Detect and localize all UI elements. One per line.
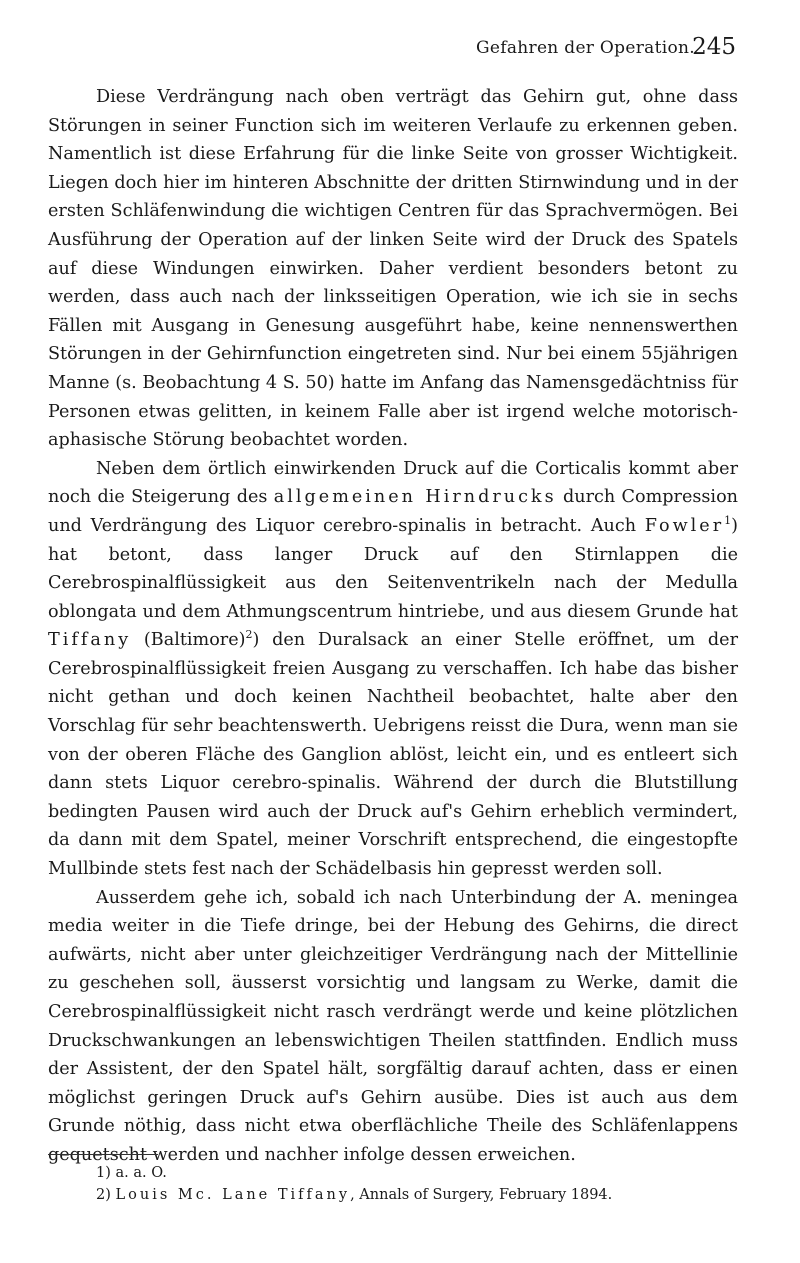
footnote-ref-2: 2 <box>245 628 253 642</box>
paragraph-1: Diese Verdrängung nach oben verträgt das Gehirn gut, ohne dass Störungen in seiner Function sich im weiteren Verlaufe zu erkennen geben. Namentlich ist diese Erfahrung für die linke Seite von grosser Wichtigkeit. Liegen doch hier im hinteren Abschnitte der dritten Stirnwindung und in der ersten Schläfenwindung die wichtigen Centren für das Sprachvermögen. Bei Ausführung der Operation auf der linken Seite wird der Druck des Spatels auf diese Windungen einwirken. Daher verdient besonders betont zu werden, dass auch nach der linksseitigen Operation, wie ich sie in sechs Fällen mit Ausgang in Genesung ausgeführt habe, keine nennenswerthen Störungen in der Gehirnfunction eingetreten sind. Nur bei einem 55jährigen Manne (s. Beobachtung 4 S. 50) hatte im Anfang das Namensgedächtniss für Personen etwas gelitten, in keinem Falle aber ist irgend welche motorisch-aphasische Störung beobachtet worden. <box>48 87 738 451</box>
footnote-1: 1) a. a. O. <box>96 1165 167 1181</box>
body-text <box>48 83 738 1170</box>
page-header <box>96 20 736 60</box>
footnote-2-number: 2) <box>96 1187 116 1203</box>
paragraph-3: Ausserdem gehe ich, sobald ich nach Unterbindung der A. meningea media weiter in die Tiefe dringe, bei der Hebung des Gehirns, die direct aufwärts, nicht aber unter gleichzeitiger Verdrängung nach der Mittellinie zu geschehen soll, äusserst vorsichtig und langsam zu Werke, damit die Cerebrospinalflüssigkeit nicht rasch verdrängt werde und keine plötzlichen Druckschwankungen an lebenswichtigen Theilen stattfinden. Endlich muss der Assistent, der den Spatel hält, sorgfältig darauf achten, dass er einen möglichst geringen Druck auf's Gehirn ausübe. Dies ist auch aus dem Grunde nöthig, dass nicht etwa oberflächliche Theile des Schläfenlappens gequetscht werden und nachher infolge dessen erweichen. <box>48 887 738 1165</box>
paragraph-2-text-j: ) den Duralsack an einer Stelle eröffnet, um der Cerebrospinalflüssigkeit freien Ausgang zu verschaffen. Ich habe das bisher nicht gethan und doch keinen Nachtheil beobachtet, halte aber den Vorschlag für sehr beachtenswerth. Uebrigens reisst die Dura, wenn man sie von der oberen Fläche des Ganglion ablöst, leicht ein, und es entleert sich dann stets Liquor cerebro-spinalis. Während der durch die Blutstillung bedingten Pausen wird auch der Druck auf's Gehirn erheblich vermindert, da dann mit dem Spatel, meiner Vorschrift entsprechend, die eingestopfte Mullbinde stets fest nach der Schädelbasis hin gepresst werden soll. <box>48 630 738 880</box>
footnote-2-source: , Annals of Surgery, February 1894. <box>350 1187 613 1203</box>
paragraph-2-text-c: durch Compression und Verdrängung des Liquor cerebro-spinalis in betracht. Auch <box>48 487 738 536</box>
page-number: 245 <box>692 34 736 60</box>
footnote-divider <box>48 1154 158 1155</box>
footnote-2 <box>96 1184 736 1206</box>
footnote-ref-1: 1 <box>724 514 732 528</box>
paragraph-2 <box>48 455 738 884</box>
paragraph-2-text-a: Neben dem örtlich einwirkenden Druck auf die Corticalis kommt aber noch die Steigerung des <box>48 458 738 508</box>
footnotes <box>96 1162 736 1206</box>
author-fowler: Fowler <box>644 515 725 536</box>
paragraph-2-text-h: (Baltimore) <box>131 630 246 651</box>
footnote-2-author: Louis Mc. Lane Tiffany <box>115 1187 351 1203</box>
emphasis-allgemeinen-hirndrucks: allgemeinen Hirndrucks <box>273 487 557 508</box>
running-title: Gefahren der Operation. <box>476 38 695 58</box>
paragraph-2-text-f: ) hat betont, dass langer Druck auf den Stirnlappen die Cerebrospinalflüssigkeit aus den Seitenventrikeln nach der Medulla oblongata und dem Athmungscentrum hintriebe, und aus diesem Grunde hat <box>48 515 738 622</box>
author-tiffany: Tiffany <box>48 630 132 651</box>
